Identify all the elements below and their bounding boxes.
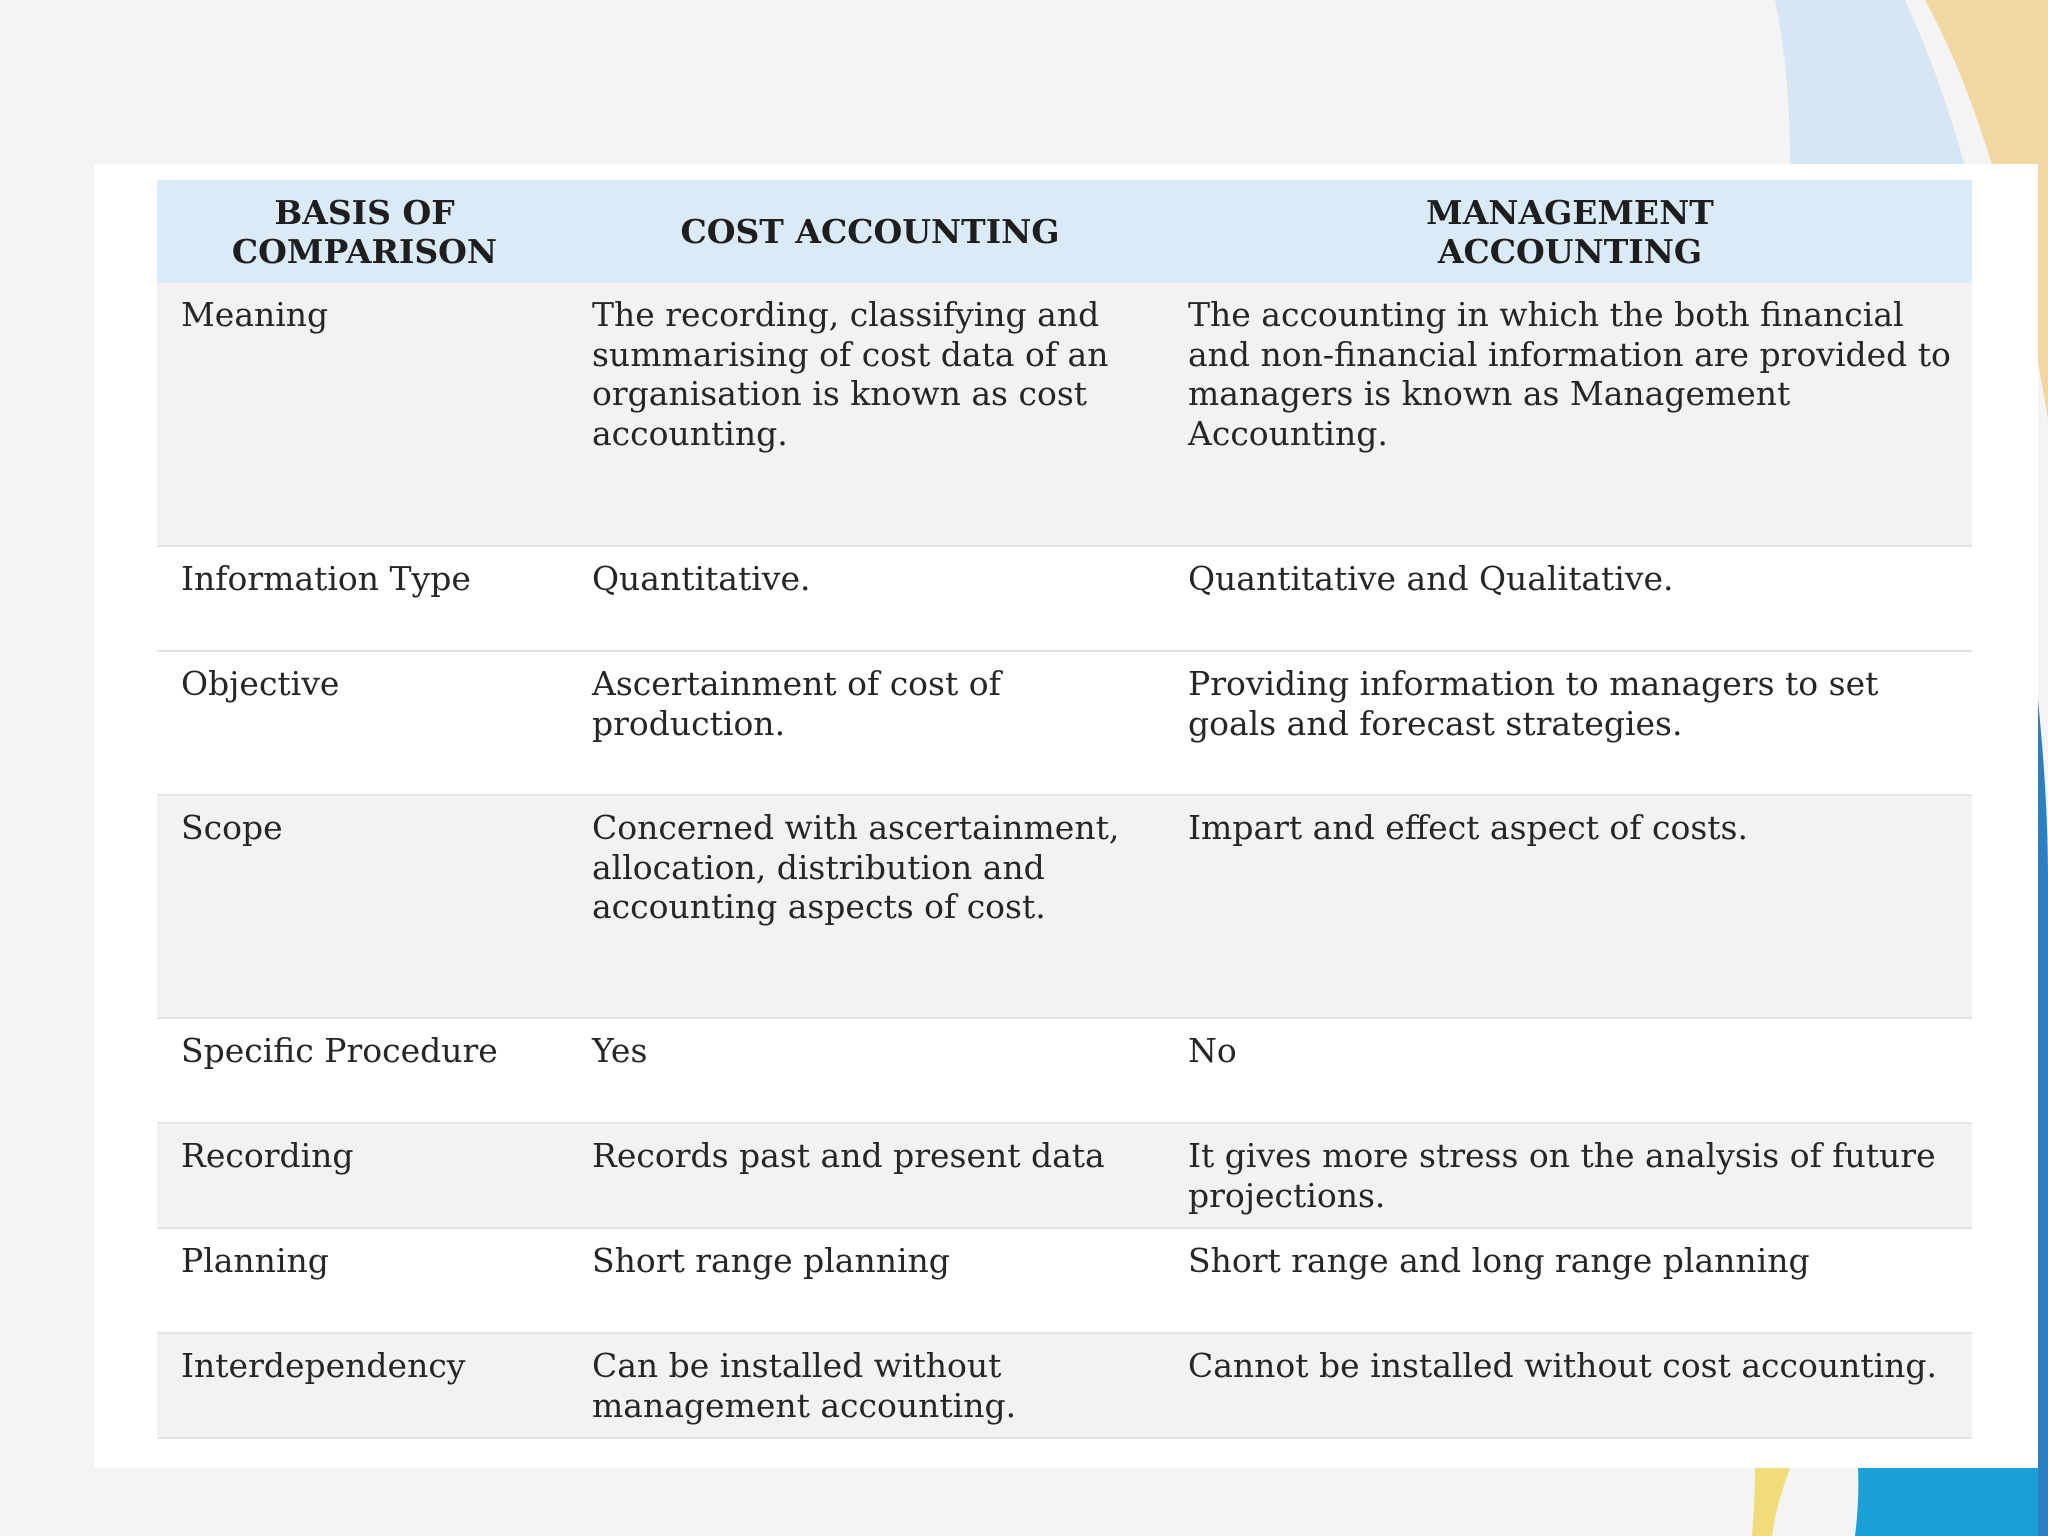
basis-cell: Scope (157, 795, 572, 1018)
table-row (157, 283, 1972, 546)
basis-cell: Objective (157, 651, 572, 795)
cost-cell: Concerned with ascertainment, allocation, distribution and accounting aspects of cost. (572, 795, 1168, 1018)
management-cell: Cannot be installed without cost accounting. (1168, 1333, 1972, 1438)
header-basis: BASIS OF COMPARISON (157, 180, 572, 283)
table-header-row (157, 180, 1972, 283)
management-cell: Providing information to managers to set goals and forecast strategies. (1168, 651, 1972, 795)
basis-cell: Information Type (157, 546, 572, 651)
management-cell: No (1168, 1018, 1972, 1123)
table-row (157, 795, 1972, 1018)
table-row (157, 1228, 1972, 1333)
right-edge-blue-strip (2038, 700, 2048, 1536)
cost-cell: Quantitative. (572, 546, 1168, 651)
management-cell: Short range and long range planning (1168, 1228, 1972, 1333)
cost-cell: Yes (572, 1018, 1168, 1123)
cost-cell: The recording, classifying and summarising of cost data of an organisation is known as cost accounting. (572, 283, 1168, 546)
table-row (157, 1018, 1972, 1123)
basis-cell: Recording (157, 1123, 572, 1228)
basis-cell: Meaning (157, 283, 572, 546)
cost-cell: Ascertainment of cost of production. (572, 651, 1168, 795)
basis-cell: Specific Procedure (157, 1018, 572, 1123)
management-cell: It gives more stress on the analysis of future projections. (1168, 1123, 1972, 1228)
basis-cell: Interdependency (157, 1333, 572, 1438)
comparison-table (157, 180, 1972, 1439)
header-management-accounting: MANAGEMENT ACCOUNTING (1168, 180, 1972, 283)
cost-cell: Can be installed without management accounting. (572, 1333, 1168, 1438)
basis-cell: Planning (157, 1228, 572, 1333)
cost-cell: Short range planning (572, 1228, 1168, 1333)
management-cell: The accounting in which the both financial and non-financial information are provided to managers is known as Management Accounting. (1168, 283, 1972, 546)
table-row (157, 651, 1972, 795)
header-cost-accounting: COST ACCOUNTING (572, 180, 1168, 283)
table-row (157, 1123, 1972, 1228)
cost-cell: Records past and present data (572, 1123, 1168, 1228)
management-cell: Impart and effect aspect of costs. (1168, 795, 1972, 1018)
bottom-right-yellow-curve (1752, 1468, 1790, 1536)
table-row (157, 1333, 1972, 1438)
management-cell: Quantitative and Qualitative. (1168, 546, 1972, 651)
table-row (157, 546, 1972, 651)
